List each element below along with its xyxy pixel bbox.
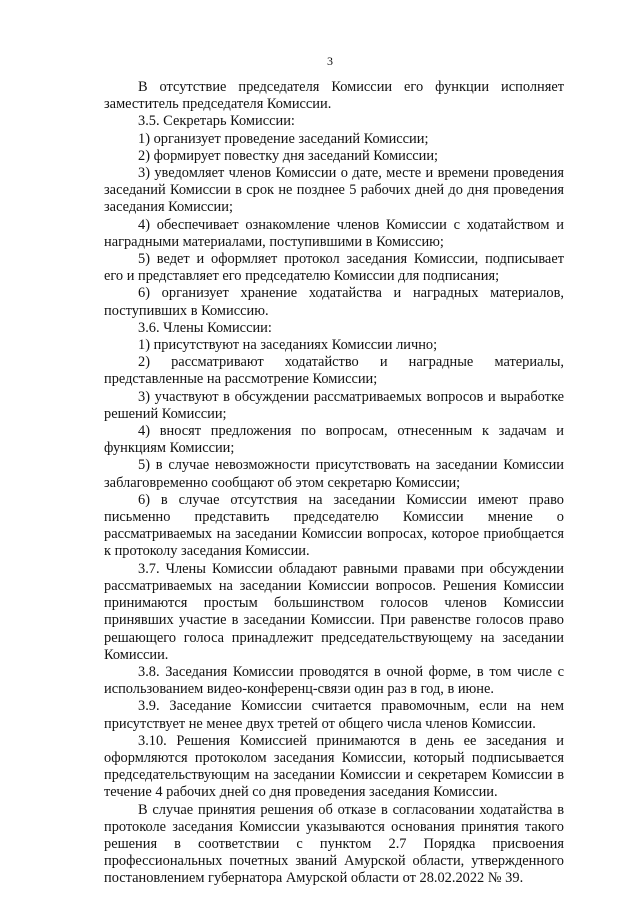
paragraph: 6) в случае отсутствия на заседании Комиссии имеют право письменно представить председателю Комиссии мнение о рассматриваемых на заседании Комиссии вопросах, которое приобщается к протоколу заседания Комиссии. [104, 491, 564, 560]
paragraph: 5) в случае невозможности присутствовать на заседании Комиссии заблаговременно сообщают об этом секретарю Комиссии; [104, 457, 564, 491]
paragraph: 3.5. Секретарь Комиссии: [138, 113, 295, 130]
paragraph: 4) вносят предложения по вопросам, отнесенным к задачам и функциям Комиссии; [104, 423, 564, 457]
paragraph: 1) организует проведение заседаний Комиссии; [138, 130, 429, 147]
paragraph: 3.9. Заседание Комиссии считается правомочным, если на нем присутствует не менее двух третей от общего числа членов Комиссии. [104, 698, 564, 732]
page-number: 3 [327, 54, 333, 68]
paragraph: 5) ведет и оформляет протокол заседания Комиссии, подписывает его и представляет его председателю Комиссии для подписания; [104, 251, 564, 285]
paragraph: 2) формирует повестку дня заседаний Комиссии; [138, 147, 439, 164]
paragraph: В случае принятия решения об отказе в согласовании ходатайства в протоколе заседания Комиссии указываются основания принятия такого решения в соответствии с пунктом 2.7 Порядка присвоения профессиональных почетных званий Амурской области, утвержденного постановлением губернатора Амурской области от 28.02.2022 № 39. [104, 801, 564, 887]
paragraph: 4) обеспечивает ознакомление членов Комиссии с ходатайством и наградными материалами, поступившими в Комиссию; [104, 216, 564, 250]
paragraph: 3.10. Решения Комиссией принимаются в день ее заседания и оформляются протоколом заседания Комиссии, который подписывается председательствующим на заседании Комиссии и секретарем Комиссии в течение 4 рабочих дней со дня проведения заседания Комиссии. [104, 732, 564, 801]
paragraph: 2) рассматривают ходатайство и наградные материалы, представленные на рассмотрение Комиссии; [104, 354, 564, 388]
paragraph: 3) уведомляет членов Комиссии о дате, месте и времени проведения заседаний Комиссии в срок не позднее 5 рабочих дней до дня проведения заседания Комиссии; [104, 165, 564, 216]
document-body [104, 79, 564, 888]
paragraph: В отсутствие председателя Комиссии его функции исполняет заместитель председателя Комиссии. [104, 79, 564, 113]
paragraph: 6) организует хранение ходатайства и наградных материалов, поступивших в Комиссию. [104, 285, 564, 319]
paragraph: 3) участвуют в обсуждении рассматриваемых вопросов и выработке решений Комиссии; [104, 388, 564, 422]
paragraph: 3.8. Заседания Комиссии проводятся в очной форме, в том числе с использованием видео-конференц-связи один раз в год, в июне. [104, 663, 564, 698]
paragraph: 3.7. Члены Комиссии обладают равными правами при обсуждении рассматриваемых на заседании Комиссии вопросов. Решения Комиссии принимаются простым большинством голосов членов Комиссии принявших участие в заседании Комиссии. При равенстве голосов право решающего голоса принадлежит председательствующему на заседании Комиссии. [104, 560, 564, 663]
paragraph: 1) присутствуют на заседаниях Комиссии лично; [138, 337, 438, 354]
paragraph: 3.6. Члены Комиссии: [138, 319, 272, 336]
